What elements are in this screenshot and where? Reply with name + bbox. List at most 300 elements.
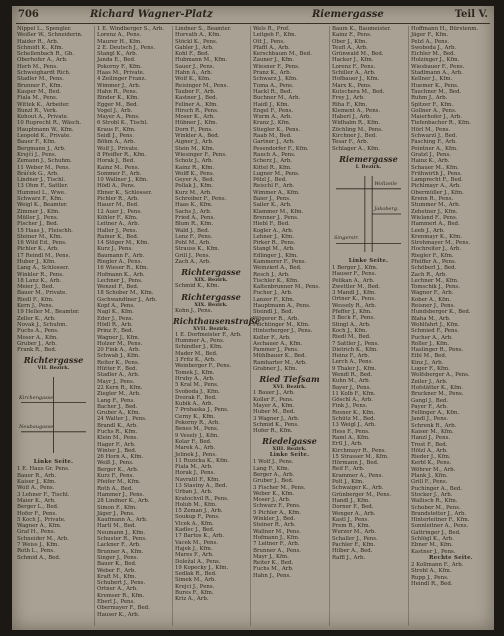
directory-entry: Hirsch R., Pens. — [175, 107, 219, 114]
directory-entry: 1 E. Haus Gr. Pens. — [17, 466, 70, 473]
directory-entry: Wagner F., Arb. — [411, 290, 454, 297]
side-label: Linke Seite. — [269, 452, 310, 459]
column-5 — [329, 26, 407, 626]
directory-entry: Huber J., Kfm. — [17, 258, 56, 265]
directory-entry: 17 Reindl M., Pens. — [17, 252, 71, 259]
directory-entry: Hödl A., Pens. — [97, 183, 136, 190]
directory-entry: Weinberger F., Pens. — [175, 363, 232, 370]
directory-entry: Eder J., Pens. — [97, 315, 134, 322]
directory-entry: 1 E. Dorfmeister F., Arb. — [175, 331, 242, 338]
directory-entry: Pfaffl A., Arb. — [253, 44, 290, 51]
directory-entry: 17 Bartos K., Arb. — [175, 533, 225, 540]
directory-entry: Mayer A., Kfm. — [253, 402, 295, 409]
directory-entry: Kratochvil R., Pens. — [175, 495, 229, 502]
directory-entry: Schober M., Pens. — [411, 504, 461, 511]
directory-entry: Dvorak F., Bed. — [175, 394, 217, 401]
directory-entry: Zwettler M., Bed. — [332, 283, 381, 290]
directory-entry: Pammer J., Pens. — [253, 347, 299, 354]
directory-entry: Kutschera M., Bed. — [332, 88, 385, 95]
directory-entry: 8 Pfeiffer R., Kfm. — [97, 151, 147, 158]
directory-entry: Gattringer J., Bed. — [411, 529, 461, 536]
directory-entry: Tiefenbacher R., Kfm. — [411, 120, 471, 127]
directory-entry: Strobl A., Kfm. — [411, 568, 452, 575]
directory-entry: Weißer W., Schneiderin. — [17, 32, 83, 39]
directory-entry: Pichler R., Arb. — [97, 196, 139, 203]
directory-entry: Weiß J., Pens. — [97, 460, 134, 467]
directory-entry: Winkler J., Bed. — [253, 516, 296, 523]
directory-entry: Stadlmann A., Arb. — [411, 70, 463, 77]
directory-entry: Leopold K., Private. — [17, 133, 72, 140]
directory-entry: Maierhofer J., Arb. — [411, 114, 462, 121]
directory-entry: Hauptmann W., Kfm. — [17, 126, 74, 133]
directory-entry: Hütter F., Bed. — [97, 366, 138, 373]
directory-entry: Stingl A., Arb. — [332, 321, 371, 328]
directory-entry: Meier J., Bed. — [17, 284, 55, 291]
directory-entry: Ertl J., Arb. — [332, 441, 363, 448]
directory-entry: Dorner F., Bed. — [332, 504, 374, 511]
directory-entry: Eibl M., Bed. — [411, 353, 447, 360]
directory-entry: Schwab J., Kfm. — [97, 353, 140, 360]
directory-entry: Scholz J., Arb. — [175, 158, 214, 165]
column-4 — [250, 26, 328, 626]
directory-entry: Hanzl J., Pens. — [411, 435, 451, 442]
directory-entry: Heinz F., Arb. — [332, 353, 370, 360]
directory-entry: Seidl J., Pens. — [97, 133, 134, 140]
directory-entry: Kerschbaum M., Bed. — [253, 51, 312, 58]
directory-entry: Ramharter M., Arb. — [253, 359, 307, 366]
directory-entry: Klement A., Pens. — [332, 107, 381, 114]
directory-entry: Grill J., Pens. — [175, 252, 211, 259]
directory-entry: Feichtinger M., Kfm. — [253, 321, 310, 328]
directory-entry: Stein M., Kfm. — [175, 145, 215, 152]
directory-entry: Trost F., Bed. — [411, 441, 448, 448]
directory-entry: Hauser F., Pens. — [332, 271, 377, 278]
directory-entry: Bunzl R., Verk. — [17, 107, 58, 114]
directory-entry: Grill F., Pens. — [411, 479, 448, 486]
directory-entry: Zimmer J., Kfm. — [17, 208, 60, 215]
directory-entry: Hübner J., Kfm. — [175, 120, 218, 127]
district-label: XIII. Bezirk. — [272, 446, 307, 453]
directory-entry: Frey J., Arb. — [332, 95, 365, 102]
directory-entry: Plank J., Kfm. — [411, 473, 448, 480]
directory-entry: Herb M., Pens. — [17, 63, 58, 70]
directory-entry: Novak J., Schuhm. — [17, 321, 68, 328]
directory-entry: Schweighardt Rich. — [17, 70, 71, 77]
directory-entry: Frank R., Bed. — [17, 347, 57, 354]
directory-entry: Jäger J., Pens. — [97, 510, 135, 517]
directory-entry: Raab M., Bed. — [253, 133, 292, 140]
directory-entry: Pointner A., Kfm. — [411, 145, 458, 152]
directory-entry: Wagner J., Kfm. — [97, 334, 140, 341]
directory-entry: Kastner J., Bed. — [175, 95, 218, 102]
directory-entry: 5 Kral M., Pens. — [175, 382, 219, 389]
directory-entry: Fuchs A., Pens. — [17, 328, 59, 335]
directory-entry: Pirker R., Pens. — [253, 240, 296, 247]
directory-entry: Lorenz F., Pens. — [332, 63, 376, 70]
directory-entry: Schindler J., Kfm. — [175, 344, 223, 351]
directory-entry: Kurz J., Pens. — [97, 246, 133, 253]
directory-entry: Roth L., Pens. — [17, 548, 55, 555]
directory-entry: Pachler F., Kfm. — [332, 542, 376, 548]
directory-page — [12, 6, 494, 630]
directory-entry: Hölzl A., Arb. — [411, 447, 448, 454]
directory-entry: Graf H., Pens. — [17, 529, 56, 536]
directory-entry: Wenger A., Arb. — [332, 510, 376, 517]
directory-entry: 22 Kern R., Kfm. — [97, 384, 143, 391]
header-rule — [16, 23, 490, 24]
directory-entry: Lehner J., Kfm. — [253, 233, 294, 240]
directory-entry: Bergmann J., Arb. — [17, 145, 66, 152]
directory-entry: Pranz K., Arb. — [253, 70, 292, 77]
directory-entry: 3 Fischer M., Pens. — [253, 484, 306, 491]
page-number: 706 — [18, 9, 39, 20]
directory-entry: Kerbl K., Pens. — [411, 460, 452, 467]
directory-entry: Bayer J., Pens. — [332, 384, 372, 391]
directory-entry: Obermayer F., Bed. — [97, 605, 150, 612]
directory-entry: Schellenbach R., Gb. — [17, 51, 75, 58]
directory-entry: Riegler A., Pens. — [97, 258, 143, 265]
directory-entry: Reisner J., Pens. — [411, 303, 456, 310]
directory-entry: Stadler A., Arb. — [97, 372, 140, 379]
directory-entry: Hofmann J., Kfm. — [253, 534, 300, 541]
directory-entry: Sachs J., Arb. — [175, 208, 212, 215]
directory-entry: Bauer K., Bed. — [97, 561, 137, 568]
directory-entry: Kober A., Kfm. — [411, 296, 451, 303]
directory-entry: Sommer F., Arb. — [97, 170, 142, 177]
directory-entry: Haslinger R., Pens. — [411, 347, 464, 354]
directory-entry: Zöchling M., Pens. — [332, 126, 383, 133]
directory-entry: Wiesbauer F., Pens. — [411, 63, 465, 70]
directory-entry: Blaha M., Arb. — [411, 315, 451, 322]
directory-entry: Mader M., Bed. — [175, 350, 218, 357]
directory-entry: 6 Strobl K., Tischl. — [97, 120, 148, 127]
directory-entry: Schwarz F., Kfm. — [17, 196, 64, 203]
directory-entry: Leitgeb F., Kfm. — [253, 32, 297, 39]
side-label: Rechte Seite. — [429, 554, 473, 561]
directory-entry: Winkler R., Pens. — [17, 271, 64, 278]
directory-entry: Schwarz F., Pens. — [253, 503, 301, 510]
directory-entry: Krenmayr K., Kfm. — [411, 233, 462, 240]
directory-entry: Simon F., Kfm. — [97, 504, 137, 511]
directory-entry: Teufl A., Arb. — [332, 44, 368, 51]
directory-entry: Mares F., Arb. — [175, 552, 214, 559]
directory-entry: Fiala M., Pens. — [17, 95, 58, 102]
directory-entry: Wögerer R., Arb. — [253, 315, 299, 322]
directory-entry: Binder K., Kfm. — [97, 95, 140, 102]
directory-entry: Ruhm J., Arb. — [411, 95, 448, 102]
directory-entry: Haller J., Pens. — [97, 227, 138, 234]
directory-entry: Gruber J., Arb. — [17, 340, 57, 347]
directory-entry: Puchinger A., Bed. — [411, 485, 463, 492]
directory-entry: 28 Lindner K., Arb. — [97, 498, 150, 505]
directory-entry: Gollner A., Pens. — [411, 107, 457, 114]
street-heading: Riedelgasse — [262, 436, 317, 447]
directory-entry: Wolf K., Kfm. — [175, 76, 211, 83]
directory-entry: Nagl K., Kfm. — [97, 309, 134, 316]
directory-entry: Fasching F., Arb. — [411, 139, 457, 146]
directory-entry: Hofer F., Pens. — [17, 510, 57, 517]
directory-entry: Marx K., Pens. — [332, 82, 372, 89]
directory-entry: Horak J., Bed. — [97, 158, 135, 165]
directory-entry: Wöhrer M., Arb. — [411, 466, 456, 473]
side-label: Linke Seite. — [348, 257, 389, 264]
directory-entry: Doležal A., Pens. — [175, 558, 221, 565]
directory-entry: 5 Koch J., Private. — [17, 516, 66, 523]
directory-entry: Horvath A., Kfm. — [175, 32, 222, 39]
directory-entry: Resch J., Arb. — [253, 271, 290, 278]
directory-entry: Bruckner M., Pens. — [411, 391, 464, 398]
directory-entry: Urban J., Arb. — [175, 489, 213, 496]
directory-entry: Mühlbauer K., Bed. — [253, 353, 307, 360]
directory-entry: Hahn J., Pens. — [253, 572, 291, 579]
directory-entry: Ortner K., Pens. — [332, 296, 376, 303]
directory-entry: Kohout A., Private. — [17, 114, 69, 121]
directory-entry: Kolar F., Bed. — [175, 438, 212, 445]
directory-entry: Lugner M., Pens. — [253, 170, 300, 177]
street-heading: Riemergasse — [339, 153, 398, 164]
street-heading: Ried Tiefsam — [259, 374, 320, 385]
directory-entry: Steiner R., Arb. — [253, 522, 296, 529]
directory-entry: Moser J., Arb. — [253, 497, 291, 504]
directory-entry: Rieder J., Kfm. — [411, 454, 451, 461]
directory-entry: Pucher A., Arb. — [411, 334, 453, 341]
directory-entry: Berger K., Arb. — [97, 466, 139, 473]
directory-entry: Riegler F., Kfm. — [411, 252, 454, 259]
directory-entry: Frühwirth J., Pens. — [411, 170, 462, 177]
directory-entry: Janda E., Bed. — [97, 57, 136, 64]
directory-entry: Fink J., Pens. — [332, 403, 368, 410]
directory-entry: 3 Wagner J., Arb. — [253, 415, 300, 422]
directory-entry: Hager F., Arb. — [97, 441, 136, 448]
directory-entry: Stangl M., Arb. — [253, 246, 295, 253]
directory-entry: Riedl M., Bed. — [332, 334, 371, 341]
column-2 — [94, 26, 171, 626]
directory-entry: Schaller J., Pens. — [332, 535, 378, 542]
directory-entry: Kirchmayr R., Pens. — [332, 447, 387, 454]
directory-entry: Tischler K., Kfm. — [253, 277, 299, 284]
directory-entry: Tomschik J., Pens. — [411, 284, 460, 291]
directory-entry: Hofbauer J., Kfm. — [332, 76, 380, 83]
directory-entry: Reischl F., Arb. — [253, 183, 295, 190]
directory-entry: Koller F., Arb. — [253, 334, 291, 341]
column-1 — [15, 26, 92, 626]
directory-entry: Winkler A., Bed. — [175, 133, 220, 140]
directory-entry: Lorenz A., Pens. — [97, 32, 142, 39]
directory-entry: Baum K., Baumeister. — [332, 26, 392, 32]
directory-entry: Kinz J., Arb. — [411, 359, 444, 366]
directory-entry: Kastl J., Pens. — [332, 516, 370, 523]
directory-entry: Rupp J., Pens. — [411, 574, 449, 581]
directory-entry: Schwaiger K., Arb. — [332, 485, 384, 492]
directory-entry: Wurzer M., Arb. — [332, 529, 376, 536]
directory-entry: Krejci J., Pens. — [175, 583, 215, 590]
directory-entry: Zeiler J., Arb. — [411, 378, 448, 385]
directory-entry: Tesar F., Arb. — [332, 139, 369, 146]
directory-entry: Wieland F., Pens. — [411, 214, 458, 221]
directory-entry: Moser A., Kfm. — [17, 334, 58, 341]
directory-entry: Navratil F., Kfm. — [175, 476, 220, 483]
directory-entry: Scherz J., Arb. — [253, 158, 293, 165]
directory-entry: Zach R., Arb. — [411, 271, 447, 278]
directory-entry: Kammerer F., Pens. — [253, 258, 307, 265]
directory-entry: 10 Wallner J., Kfm. — [97, 177, 148, 184]
directory-entry: 13 Ohm F., Sattler. — [17, 183, 69, 190]
directory-entry: Lindner J., Tischl. — [17, 177, 66, 184]
directory-entry: Hackl R., Bed. — [253, 88, 293, 95]
directory-entry: Aschauer A., Kfm. — [253, 340, 303, 347]
directory-entry: Haberl J., Arb. — [332, 114, 372, 121]
directory-entry: Lamprecht F., Bed. — [411, 177, 463, 184]
directory-entry: Kaufmann A., Arb. — [97, 517, 148, 524]
directory-entry: 5 Beck F., Pens. — [332, 315, 375, 322]
directory-entry: Handl J., Kfm. — [332, 497, 371, 504]
directory-entry: Lechner J., Pens. — [97, 277, 143, 284]
directory-entry: Schlager A., Kfm. — [332, 145, 380, 152]
directory-entry: Fuchs M., Arb. — [253, 566, 294, 573]
directory-entry: Brunner F., Kfm. — [17, 82, 63, 89]
directory-entry: Pelzl A., Pens. — [411, 38, 450, 45]
directory-entry: Hess F., Pens. — [332, 428, 370, 435]
directory-entry: Zach A., Arb. — [175, 258, 211, 265]
directory-entry: Wessely R., Arb. — [332, 302, 377, 309]
directory-entry: Kainz F., Pens. — [332, 32, 372, 39]
directory-entry: Krejčí J., Pens. — [17, 151, 57, 158]
directory-entry: Hahn A., Arb. — [175, 70, 213, 77]
directory-entry: Hainz K., Arb. — [411, 158, 450, 165]
directory-entry: Winter J., Bed. — [97, 447, 137, 454]
directory-entry: Lindner S., Beamter. — [175, 26, 232, 32]
directory-entry: Gangl J., Bed. — [411, 397, 449, 404]
directory-entry: Stummer M., Arb. — [411, 202, 461, 209]
directory-entry: Ortner A., Arb. — [97, 586, 138, 593]
directory-entry: Wohlfahrt J., Kfm. — [411, 321, 460, 328]
directory-entry: Berger L., Bed. — [17, 504, 59, 511]
directory-entry: Swoboda J., Arb. — [411, 44, 457, 51]
directory-entry: Raml A., Kfm. — [332, 434, 370, 441]
directory-entry: 15 Zeman J., Arb. — [175, 508, 223, 515]
directory-entry: Pichler K., Arb. — [17, 246, 59, 253]
directory-entry: Wendl R., Bed. — [332, 371, 373, 378]
directory-entry: Schlögl K., Arb. — [411, 536, 454, 543]
map-street-label: Singerstr. — [334, 235, 359, 242]
directory-entry: 16 Wieser R., Kfm. — [97, 265, 149, 272]
directory-entry: Weber K., Kfm. — [253, 490, 295, 497]
directory-entry: Schöberl J., Bed. — [411, 265, 457, 272]
directory-entry: 1 E. Windberger S., Arb. — [97, 26, 165, 32]
directory-entry: 18 Schober M., Kfm. — [97, 290, 154, 297]
directory-entry: 3 Mandl J., Kfm. — [332, 290, 376, 297]
directory-entry: Krammer A., Pens. — [332, 472, 384, 479]
map-street-label: Jakoberg. — [374, 205, 399, 212]
directory-entry: 5 Pichler A., Kfm. — [253, 509, 302, 516]
directory-entry: Nippel L., Spengler. — [17, 26, 72, 32]
directory-entry: Tuma A., Pens. — [253, 82, 294, 89]
directory-entry: Wagner A., Kfm. — [17, 523, 62, 530]
directory-entry: Roth A., Bed. — [97, 485, 134, 492]
district-label: XIX. Bezirk. — [194, 277, 228, 284]
district-label: XIX. Bezirk. — [194, 301, 228, 308]
directory-entry: Brandl K., Arb. — [97, 422, 138, 429]
directory-entry: Kirchner J., Bed. — [332, 133, 377, 140]
directory-entry: Sailer K., Arb. — [253, 202, 292, 209]
district-label: XVII. Bezirk. — [193, 325, 229, 332]
directory-entry: Lenz F., Pens. — [175, 233, 213, 240]
directory-entry: 19 Heller M., Beamter. — [17, 309, 80, 316]
directory-entry: Schrenk R., Arb. — [411, 422, 457, 429]
directory-entry: 1 Bauer J., Arb. — [253, 390, 295, 397]
directory-entry: Wallisch R., Kfm. — [411, 498, 458, 505]
directory-entry: Hartl M., Bed. — [97, 523, 137, 530]
directory-entry: 20 Fink A., Arb. — [97, 347, 141, 354]
directory-entry: Reiter K., Bed. — [253, 560, 294, 567]
directory-entry: Schmid A., Bed. — [17, 554, 61, 561]
directory-entry: Hummer A., Pens. — [175, 338, 225, 345]
directory-entry: Hofer R., Kfm. — [253, 428, 293, 435]
directory-entry: Pollak J., Kfm. — [175, 183, 214, 190]
directory-entry: Geyer A., Bed. — [175, 177, 215, 184]
map-street-label: Wollzeile — [374, 180, 398, 187]
directory-entry: Wolf A., Pens. — [17, 485, 55, 492]
directory-entry: Jelinek J., Pens. — [175, 451, 217, 458]
street-sketch-map — [17, 373, 90, 457]
directory-entry: Wiesner F., Pens. — [253, 63, 300, 70]
directory-entry: 24 Walter J., Pens. — [97, 416, 147, 423]
directory-entry: Eberl J., Pens. — [97, 599, 135, 606]
directory-entry: Sonnleitner A., Pens. — [411, 523, 469, 530]
directory-entry: Mayr J., Pens. — [97, 378, 135, 385]
directory-entry: Pölzl J., Bed. — [253, 177, 287, 184]
directory-entry: Rainer K., Bed. — [97, 233, 139, 240]
directory-entry: Fried A., Pens. — [175, 214, 215, 221]
directory-entry: 9 Vesely J., Kfm. — [175, 432, 219, 439]
directory-entry: Pokorny R., Arb. — [175, 420, 220, 427]
directory-entry: Kainz R., Kfm. — [175, 164, 215, 171]
directory-entry: Bauer M., Private. — [17, 290, 68, 297]
directory-entry: Zehetner J., Kfm. — [411, 208, 458, 215]
directory-entry: Prem R., Kfm. — [332, 523, 371, 530]
directory-entry: 12 Auer J., Pens. — [97, 208, 142, 215]
directory-entry: Grabner J., Kfm. — [253, 366, 298, 373]
directory-entry: Wald J., Bed. — [175, 227, 210, 234]
directory-entry: Maier K., Arb. — [17, 497, 56, 504]
directory-entry: Böhm A., Arb. — [97, 139, 136, 146]
directory-entry: Rauch A., Pens. — [253, 151, 296, 158]
directory-entry: Schmied F., Pens. — [411, 328, 459, 335]
directory-entry: Bráček G., Arb. — [17, 170, 59, 177]
column-6 — [408, 26, 493, 626]
directory-entry: Stöckl K., Pens. — [175, 38, 218, 45]
directory-entry: Luger F., Kfm. — [411, 366, 450, 373]
directory-entry: Wurm A., Arb. — [253, 114, 292, 121]
directory-entry: Stadler M., Pens. — [17, 76, 64, 83]
directory-entry: Holzinger J., Kfm. — [411, 57, 460, 64]
directory-entry: Strohmayer M., Pens. — [411, 240, 471, 247]
district-label: I. Bezirk. — [355, 163, 382, 170]
directory-entry: 18 Lanz K., Arb. — [17, 277, 62, 284]
directory-entry: Singer J., Pens. — [97, 554, 139, 561]
directory-entry: Hubmann M., Kfm. — [175, 57, 228, 64]
directory-entry: Bacher J., Bed. — [97, 403, 138, 410]
directory-entry: Haas M., Private. — [97, 70, 145, 77]
directory-entry: Pfeifer M., Kfm. — [97, 479, 141, 486]
directory-entry: Brenner J., Pens. — [253, 214, 299, 221]
directory-entry: Pichlmayr A., Arb. — [411, 183, 461, 190]
directory-entry: Grünberger M., Pens. — [332, 491, 392, 498]
directory-entry: Steindl J., Bed. — [253, 309, 294, 316]
directory-entry: Haider R., Arb. — [17, 38, 59, 45]
directory-entry: Obermüller J., Kfm. — [411, 189, 464, 196]
directory-entry: Hammer J., Pens. — [97, 491, 145, 498]
